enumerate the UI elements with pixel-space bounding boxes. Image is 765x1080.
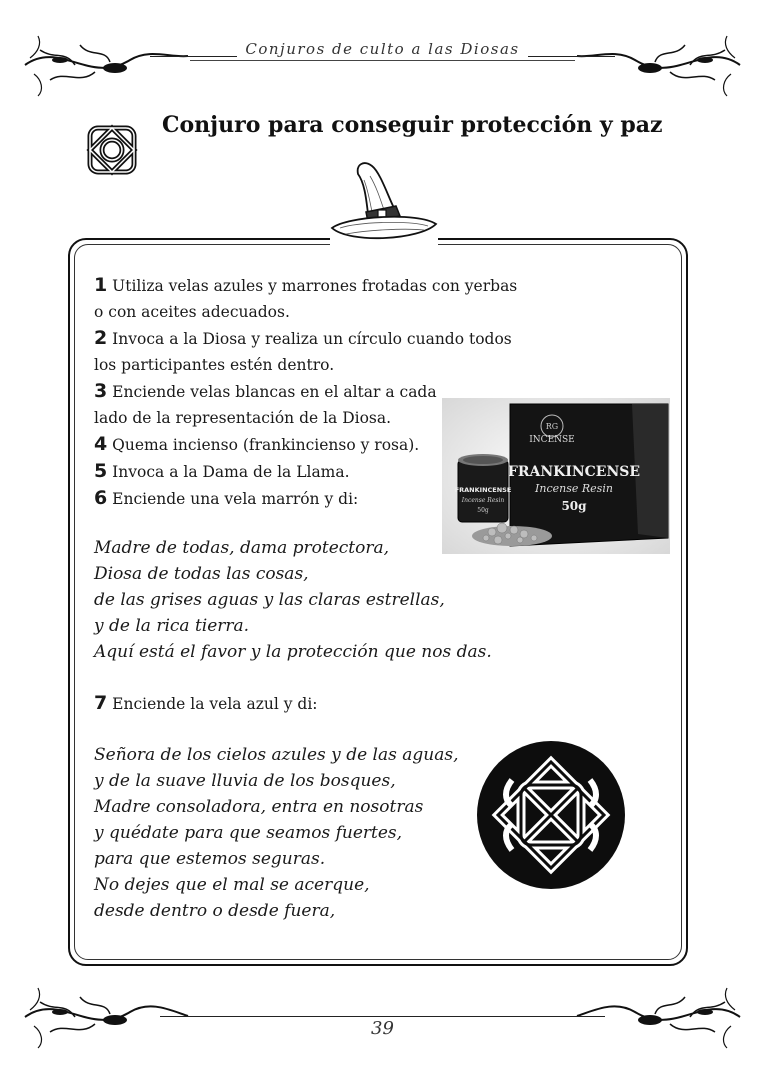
corner-flourish-icon [20, 982, 190, 1052]
header-rule [190, 60, 575, 61]
incense-box-subtitle: Incense Resin [535, 482, 613, 495]
witch-hat-icon [328, 156, 440, 248]
step-item: 2 Invoca a la Diosa y realiza un círculo cuando todos los participantes estén dentro. [94, 327, 512, 374]
page-title: Conjuro para conseguir protección y paz [162, 112, 663, 138]
footer-rule [160, 1016, 605, 1017]
step-item: 4 Quema incienso (frankincienso y rosa). [94, 433, 420, 455]
incense-photo [442, 398, 670, 554]
corner-flourish-icon [575, 982, 745, 1052]
svg-text:RG: RG [545, 422, 559, 431]
incense-jar-subtitle: Incense Resin [461, 497, 505, 504]
incense-box-weight: 50g [561, 499, 587, 513]
step-item-7: 7 Enciende la vela azul y di: [94, 692, 318, 714]
step-item: 1 Utiliza velas azules y marrones frotadas con yerbas o con aceites adecuados. [94, 274, 518, 321]
celtic-knot-small-icon [82, 120, 142, 180]
step-item: 3 Enciende velas blancas en el altar a cada lado de la representación de la Diosa. [94, 380, 437, 427]
running-title: Conjuros de culto a las Diosas [0, 40, 765, 58]
page-number: 39 [371, 1018, 394, 1039]
incense-box-title: FRANKINCENSE [507, 464, 641, 480]
verse-block-1: Madre de todas, dama protectora, Diosa de todas las cosas, de las grises aguas y las claras estrellas, y de la rica tierra. Aquí está el favor y la protección que nos das. [94, 538, 492, 662]
verse-block-2: Señora de los cielos azules y de las aguas, y de la suave lluvia de los bosques, Madre consoladora, entra en nosotras y quédate para que seamos fuertes, para que estemos seguras. No dejes que el mal se acerque, desde dentro o desde fuera, [94, 745, 459, 921]
step-item: 5 Invoca a la Dama de la Llama. [94, 460, 350, 482]
incense-jar-weight: 50g [477, 507, 489, 514]
incense-jar-title: FRANKINCENSE [454, 486, 512, 494]
step-item: 6 Enciende una vela marrón y di: [94, 487, 359, 509]
incense-box-brand: INCENSE [529, 435, 575, 445]
celtic-knot-icon [476, 740, 626, 890]
